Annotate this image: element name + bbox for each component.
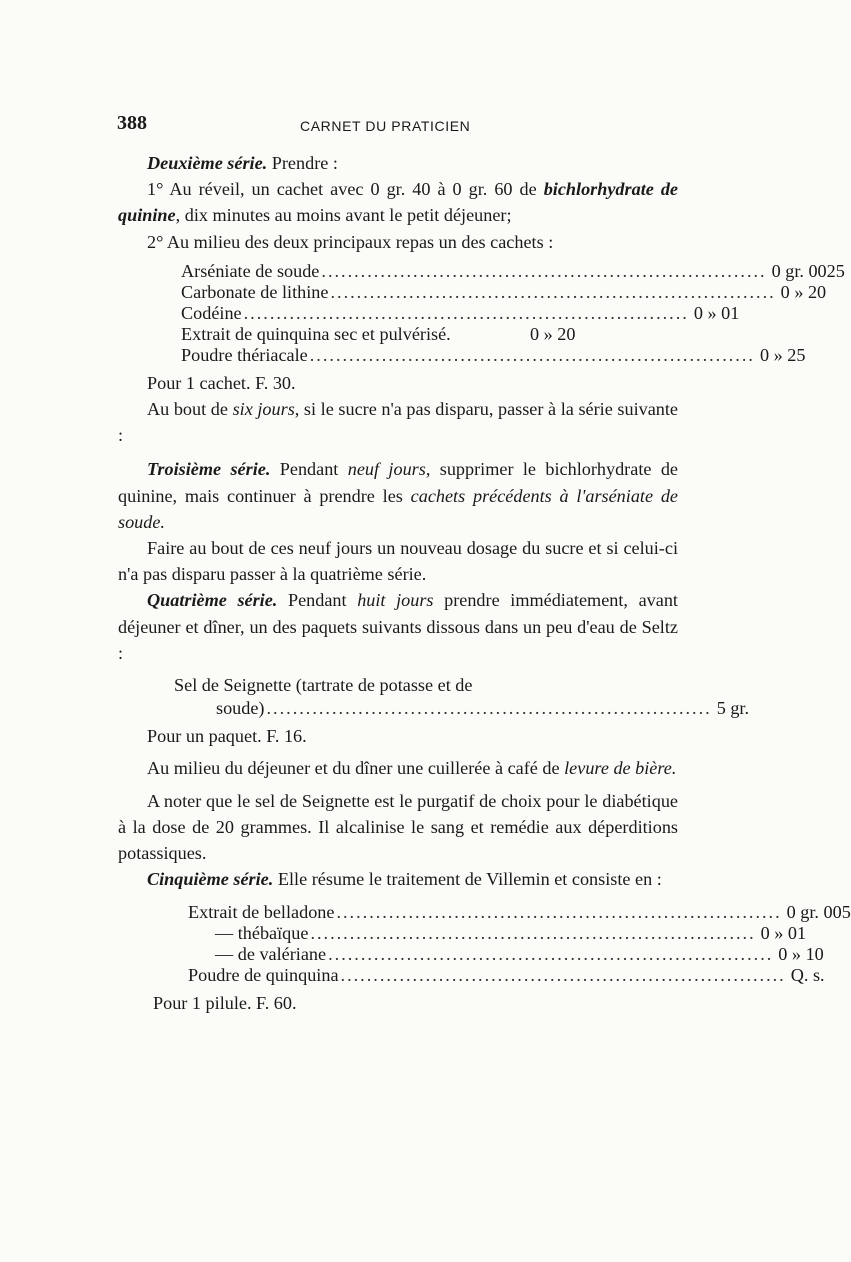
leader-dots: .................................................................... (309, 344, 755, 365)
p5-start: Au milieu du déjeuner et du dîner une cuillerée à café de (147, 758, 565, 779)
recipe-row (118, 698, 750, 719)
recipe-row (118, 965, 825, 986)
ingredient-quantity: 0 » 25 (759, 344, 806, 365)
section-troisieme (118, 456, 678, 535)
ingredient-name: Codéine (181, 302, 242, 323)
p1-start: 1° Au réveil, un cachet avec 0 gr. 40 à 0 gr. 60 de (147, 179, 544, 200)
cinquieme-serie-label: Cinquième série. (147, 869, 274, 890)
troisieme-italic-1: neuf jours (347, 459, 426, 480)
ingredient-quantity: 0 » 20 (530, 323, 576, 344)
quatrieme-text-a: Pendant (277, 590, 358, 611)
recipe-row (118, 923, 807, 944)
ingredient-name: Poudre thériacale (181, 344, 308, 365)
quatrieme-serie-label: Quatrième série. (147, 590, 278, 611)
recipe-pilule (118, 902, 851, 986)
paragraph-5 (118, 755, 678, 781)
section-cinquieme (118, 866, 678, 892)
ingredient-quantity: 0 » 01 (760, 923, 807, 944)
ingredient-quantity: 0 gr. 005 (786, 902, 851, 923)
troisieme-text-b: , supprimer le bichlorhydrate de quinine, mais continuer à prendre les (118, 459, 678, 506)
p3-start: Au bout de (147, 399, 233, 420)
ingredient-name: — thébaïque (215, 923, 309, 944)
recipe-cachets (118, 260, 845, 366)
leader-dots: .................................................................... (266, 698, 712, 719)
page-number: 388 (117, 112, 147, 134)
leader-dots: .................................................................... (336, 902, 782, 923)
ingredient-name: Extrait de belladone (188, 902, 335, 923)
pour-paquet: Pour un paquet. F. 16. (147, 726, 307, 747)
ingredient-name: Carbonate de lithine (181, 281, 329, 302)
page-header (117, 112, 677, 142)
section-deuxieme-heading (118, 150, 678, 176)
recipe-row (118, 302, 740, 324)
pour-cachet: Pour 1 cachet. F. 30. (147, 372, 296, 393)
ingredient-quantity: 5 gr. (716, 698, 750, 719)
troisieme-text-a: Pendant (270, 459, 348, 480)
leader-dots: .................................................................... (243, 302, 689, 323)
p3-italic: six jours (232, 399, 295, 420)
section-quatrieme (118, 587, 678, 666)
leader-dots: .................................................................... (340, 965, 786, 986)
quatrieme-text-b: prendre immédiatement, avant déjeuner et dîner, un des paquets suivants dissous dans un peu d'eau de Seltz : (118, 590, 678, 663)
paragraph-4: Faire au bout de ces neuf jours un nouveau dosage du sucre et si celui-ci n'a pas disparu passer à la quatrième série. (118, 538, 678, 585)
recipe-row (118, 344, 806, 366)
running-title: CARNET DU PRATICIEN (300, 118, 471, 134)
page-body (118, 150, 851, 1017)
recipe-row (118, 324, 678, 345)
recipe-row (118, 944, 824, 965)
paragraph-6: A noter que le sel de Seignette est le purgatif de choix pour le diabétique à la dose de 20 grammes. Il alcalinise le sang et remédie aux déperditions potassiques. (118, 790, 678, 864)
deuxieme-serie-label: Deuxième série. (147, 153, 268, 173)
quatrieme-italic: huit jours (357, 590, 434, 611)
sel-seignette-line: Sel de Seignette (tartrate de potasse et de (174, 675, 473, 696)
ingredient-name: — de valériane (215, 944, 327, 965)
troisieme-italic-2: cachets précédents à l'arséniate de soude. (118, 485, 678, 532)
leader-dots: .................................................................... (328, 944, 774, 965)
paragraph-3 (118, 396, 678, 448)
recipe-paquet (118, 672, 750, 719)
p1-end: , dix minutes au moins avant le petit déjeuner; (175, 205, 512, 226)
p5-italic: levure de bière. (564, 758, 677, 779)
troisieme-serie-label: Troisième série. (147, 459, 271, 480)
ingredient-quantity: Q. s. (790, 965, 825, 986)
paragraph-2: 2° Au milieu des deux principaux repas un des cachets : (147, 231, 554, 252)
ingredient-name: Poudre de quinquina (188, 965, 339, 986)
ingredient-name: Arséniate de soude (181, 260, 320, 281)
recipe-row (118, 281, 827, 303)
recipe-row (118, 902, 851, 923)
pour-pilule: Pour 1 pilule. F. 60. (153, 993, 297, 1014)
ingredient-name: Extrait de quinquina sec et pulvérisé. (181, 323, 451, 344)
ingredient-quantity: 0 » 20 (780, 281, 827, 302)
p3-end: , si le sucre n'a pas disparu, passer à la série suivante : (118, 399, 679, 446)
ingredient-quantity: 0 » 01 (693, 302, 740, 323)
ingredient-quantity: 0 » 10 (778, 944, 824, 965)
ingredient-quantity: 0 gr. 0025 (771, 260, 845, 281)
deuxieme-serie-text: Prendre : (267, 153, 338, 173)
cinquieme-text: Elle résume le traitement de Villemin et consiste en : (273, 869, 662, 890)
p1-italic: bichlorhydrate de quinine (118, 179, 678, 226)
leader-dots: .................................................................... (330, 281, 776, 302)
recipe-row (118, 260, 845, 282)
ingredient-name: soude) (216, 698, 265, 719)
paragraph-1 (118, 176, 678, 228)
leader-dots: .................................................................... (321, 260, 767, 281)
leader-dots: .................................................................... (310, 923, 756, 944)
